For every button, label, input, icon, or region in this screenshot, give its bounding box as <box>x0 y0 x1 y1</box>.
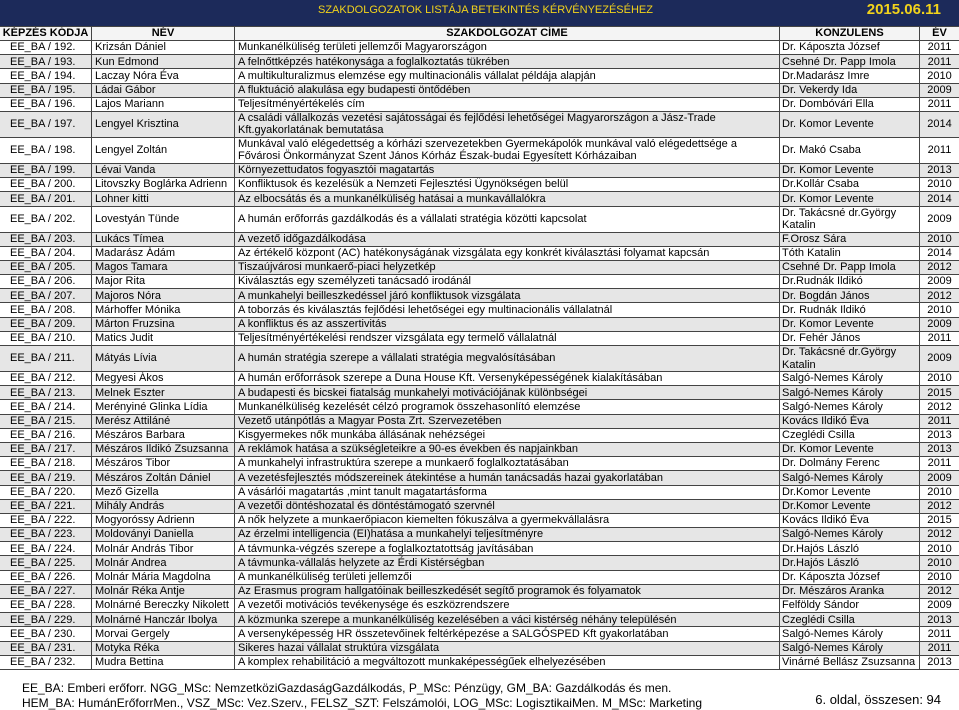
title-cell: A komplex rehabilitáció a megváltozott munkaképességűek elhelyezésében <box>235 656 780 669</box>
name-cell: Motyka Réka <box>92 642 235 655</box>
code-cell: EE_BA / 227. <box>0 585 92 598</box>
table-row <box>0 542 959 556</box>
code-cell: EE_BA / 192. <box>0 41 92 54</box>
code-cell: EE_BA / 223. <box>0 528 92 541</box>
year-cell: 2012 <box>927 528 952 541</box>
consultant-cell: Dr. Komor Levente <box>780 318 920 331</box>
consultant-cell: Salgó-Nemes Károly <box>780 372 920 385</box>
consultant-cell: Dr. Komor Levente <box>780 164 920 177</box>
code-cell: EE_BA / 220. <box>0 486 92 499</box>
table-row <box>0 429 959 443</box>
year-cell: 2011 <box>927 332 952 345</box>
code-cell: EE_BA / 224. <box>0 542 92 555</box>
title-cell: A családi vállalkozás vezetési sajátosságai és fejlődési lehetőségei Magyarországon a Jász-Trade Kft.gyakorlatának bemutatása <box>235 112 780 137</box>
table-row <box>0 261 959 275</box>
table-row <box>0 514 959 528</box>
table-row <box>0 178 959 192</box>
code-cell: EE_BA / 194. <box>0 69 92 82</box>
consultant-cell: Dr. Dolmány Ferenc <box>780 457 920 470</box>
year-cell: 2013 <box>927 443 952 456</box>
table-row <box>0 41 959 55</box>
year-cell: 2009 <box>927 275 952 288</box>
table-row <box>0 443 959 457</box>
consultant-cell: Dr. Bogdán János <box>780 289 920 302</box>
consultant-cell: Kovács Ildikó Éva <box>780 514 920 527</box>
consultant-cell: Salgó-Nemes Károly <box>780 642 920 655</box>
code-cell: EE_BA / 198. <box>0 138 92 163</box>
title-cell: A munkanélküliség területi jellemzői <box>235 571 780 584</box>
table-row <box>0 346 959 372</box>
consultant-cell: Dr. Vekerdy Ida <box>780 84 920 97</box>
code-cell: EE_BA / 210. <box>0 332 92 345</box>
column-header-name: NÉV <box>92 27 235 40</box>
year-cell: 2009 <box>927 599 952 612</box>
year-cell: 2010 <box>927 178 952 191</box>
code-cell: EE_BA / 211. <box>0 346 92 371</box>
code-cell: EE_BA / 221. <box>0 500 92 513</box>
title-cell: Teljesítményértékelés cím <box>235 98 780 111</box>
table-row <box>0 457 959 471</box>
document-title-bar <box>0 0 959 26</box>
title-cell: Kisgyermekes nők munkába állásának nehézségei <box>235 429 780 442</box>
consultant-cell: Tóth Katalin <box>780 247 920 260</box>
title-cell: Vezető utánpótlás a Magyar Posta Zrt. Szervezetében <box>235 415 780 428</box>
title-cell: A nők helyzete a munkaerőpiacon kiemelten fókuszálva a gyermekvállalásra <box>235 514 780 527</box>
name-cell: Majoros Nóra <box>92 289 235 302</box>
consultant-cell: Dr.Kollár Csaba <box>780 178 920 191</box>
column-header-code: KÉPZÉS KÓDJA <box>0 27 92 40</box>
table-row <box>0 372 959 386</box>
year-cell: 2010 <box>927 570 952 583</box>
year-cell: 2009 <box>927 471 952 484</box>
table-row <box>0 571 959 585</box>
name-cell: Mészáros Zoltán Dániel <box>92 471 235 484</box>
name-cell: Mihály András <box>92 500 235 513</box>
table-row <box>0 275 959 289</box>
consultant-cell: Dr. Dombóvári Ella <box>780 98 920 111</box>
table-row <box>0 585 959 599</box>
year-cell: 2010 <box>927 232 952 245</box>
title-cell: A fluktuáció alakulása egy budapesti öntődében <box>235 84 780 97</box>
consultant-cell: Czeglédi Csilla <box>780 613 920 626</box>
year-cell: 2011 <box>927 627 952 640</box>
year-cell: 2011 <box>927 641 952 654</box>
year-cell: 2011 <box>927 41 952 54</box>
title-cell: A közmunka szerepe a munkanélküliség kezelésében a váci kistérség néhány településén <box>235 613 780 626</box>
document-date: 2015.06.11 <box>866 1 941 18</box>
year-cell: 2009 <box>927 352 952 365</box>
title-cell: A humán stratégia szerepe a vállalati stratégia megvalósításában <box>235 346 780 371</box>
table-row <box>0 192 959 206</box>
table-row <box>0 613 959 627</box>
table-row <box>0 599 959 613</box>
title-cell: Munkával való elégedettség a kórházi szervezetekben Gyermekápolók munkával való elégedettsége a Fővárosi Önkormányzat Szent János Kórház Észak-budai Egyesített Kórházaiban <box>235 138 780 163</box>
consultant-cell: Dr. Rudnák Ildikó <box>780 303 920 316</box>
name-cell: Krizsán Dániel <box>92 41 235 54</box>
code-cell: EE_BA / 232. <box>0 656 92 669</box>
table-row <box>0 415 959 429</box>
table-header-row <box>0 27 959 41</box>
table-row <box>0 471 959 485</box>
code-cell: EE_BA / 222. <box>0 514 92 527</box>
name-cell: Mudra Bettina <box>92 656 235 669</box>
code-cell: EE_BA / 204. <box>0 247 92 260</box>
title-cell: Környezettudatos fogyasztói magatartás <box>235 164 780 177</box>
title-cell: A humán erőforrás gazdálkodás és a vállalati stratégia közötti kapcsolat <box>235 207 780 232</box>
title-cell: A felnőttképzés hatékonysága a foglalkoztatás tükrében <box>235 55 780 68</box>
table-row <box>0 84 959 98</box>
title-cell: Kiválasztás egy személyzeti tanácsadó irodánál <box>235 275 780 288</box>
year-cell: 2012 <box>927 400 952 413</box>
year-cell: 2010 <box>927 372 952 385</box>
name-cell: Mészáros Barbara <box>92 429 235 442</box>
code-cell: EE_BA / 218. <box>0 457 92 470</box>
code-cell: EE_BA / 199. <box>0 164 92 177</box>
title-cell: A vezető időgazdálkodása <box>235 233 780 246</box>
code-cell: EE_BA / 219. <box>0 471 92 484</box>
thesis-table <box>0 26 959 670</box>
consultant-cell: Salgó-Nemes Károly <box>780 386 920 399</box>
title-cell: A vásárlói magatartás ,mint tanult magatartásforma <box>235 486 780 499</box>
table-row <box>0 138 959 164</box>
code-cell: EE_BA / 207. <box>0 289 92 302</box>
year-cell: 2010 <box>927 485 952 498</box>
table-row <box>0 164 959 178</box>
code-cell: EE_BA / 228. <box>0 599 92 612</box>
consultant-cell: Dr.Hajós László <box>780 542 920 555</box>
title-cell: A munkahelyi infrastruktúra szerepe a munkaerő foglalkoztatásában <box>235 457 780 470</box>
consultant-cell: Dr. Káposzta József <box>780 571 920 584</box>
name-cell: Lengyel Krisztina <box>92 112 235 137</box>
column-header-year: ÉV <box>932 27 947 40</box>
name-cell: Magos Tamara <box>92 261 235 274</box>
consultant-cell: Vinárné Bellász Zsuzsanna <box>780 656 920 669</box>
table-row <box>0 207 959 233</box>
title-cell: A multikulturalizmus elemzése egy multinacionális vállalat példája alapján <box>235 69 780 82</box>
year-cell: 2012 <box>927 261 952 274</box>
title-cell: Konfliktusok és kezelésük a Nemzeti Fejlesztési Ügynökségen belül <box>235 178 780 191</box>
code-cell: EE_BA / 195. <box>0 84 92 97</box>
year-cell: 2009 <box>927 317 952 330</box>
name-cell: Márton Fruzsina <box>92 318 235 331</box>
table-row <box>0 69 959 83</box>
name-cell: Matics Judit <box>92 332 235 345</box>
year-cell: 2012 <box>927 500 952 513</box>
code-cell: EE_BA / 205. <box>0 261 92 274</box>
title-cell: Az Erasmus program hallgatóinak beilleszkedését segítő programok és folyamatok <box>235 585 780 598</box>
name-cell: Mészáros Tibor <box>92 457 235 470</box>
name-cell: Mátyás Lívia <box>92 346 235 371</box>
year-cell: 2010 <box>927 542 952 555</box>
table-row <box>0 386 959 400</box>
year-cell: 2011 <box>927 55 952 68</box>
consultant-cell: Kovács Ildikó Éva <box>780 415 920 428</box>
code-cell: EE_BA / 197. <box>0 112 92 137</box>
title-cell: Teljesítményértékelési rendszer vizsgálata egy termelő vállalatnál <box>235 332 780 345</box>
year-cell: 2012 <box>927 585 952 598</box>
name-cell: Merényiné Glinka Lídia <box>92 400 235 413</box>
consultant-cell: Dr.Komor Levente <box>780 500 920 513</box>
year-cell: 2011 <box>927 414 952 427</box>
consultant-cell: Dr. Makó Csaba <box>780 138 920 163</box>
table-row <box>0 303 959 317</box>
title-cell: A budapesti és bicskei fiatalság munkahelyi motivációjának különbségei <box>235 386 780 399</box>
code-cell: EE_BA / 201. <box>0 192 92 205</box>
code-cell: EE_BA / 200. <box>0 178 92 191</box>
year-cell: 2013 <box>927 613 952 626</box>
name-cell: Morvai Gergely <box>92 627 235 640</box>
year-cell: 2015 <box>927 386 952 399</box>
name-cell: Lukács Tímea <box>92 233 235 246</box>
table-row <box>0 55 959 69</box>
table-row <box>0 318 959 332</box>
consultant-cell: Salgó-Nemes Károly <box>780 627 920 640</box>
year-cell: 2012 <box>927 289 952 302</box>
table-row <box>0 656 959 670</box>
title-cell: A humán erőforrások szerepe a Duna House Kft. Versenyképességének kialakításában <box>235 372 780 385</box>
consultant-cell: Dr. Takácsné dr.György Katalin <box>780 346 920 371</box>
year-cell: 2014 <box>927 118 952 131</box>
name-cell: Molnárné Bereczky Nikolett <box>92 599 235 612</box>
title-cell: A toborzás és kiválasztás fejlődési lehetőségei egy multinacionális vállalatnál <box>235 303 780 316</box>
code-cell: EE_BA / 231. <box>0 642 92 655</box>
title-cell: Munkanélküliség területi jellemzői Magyarországon <box>235 41 780 54</box>
table-row <box>0 233 959 247</box>
consultant-cell: Felföldy Sándor <box>780 599 920 612</box>
table-row <box>0 627 959 641</box>
consultant-cell: Dr. Fehér János <box>780 332 920 345</box>
consultant-cell: Salgó-Nemes Károly <box>780 528 920 541</box>
table-row <box>0 247 959 261</box>
title-cell: Az érzelmi intelligencia (EI)hatása a munkahelyi teljesítményre <box>235 528 780 541</box>
footer-legend-line-1: EE_BA: Emberi erőforr. NGG_MSc: NemzetköziGazdaságGazdálkodás, P_MSc: Pénzügy, GM_BA: Gazdálkodás és men. <box>22 681 672 695</box>
column-header-title: SZAKDOLGOZAT CÍME <box>235 27 780 40</box>
name-cell: Mogyoróssy Adrienn <box>92 514 235 527</box>
title-cell: A reklámok hatása a szükségleteikre a 90-es években és napjainkban <box>235 443 780 456</box>
table-row <box>0 289 959 303</box>
consultant-cell: Salgó-Nemes Károly <box>780 400 920 413</box>
year-cell: 2010 <box>927 303 952 316</box>
table-row <box>0 556 959 570</box>
year-cell: 2014 <box>927 192 952 205</box>
consultant-cell: Dr. Komor Levente <box>780 112 920 137</box>
code-cell: EE_BA / 196. <box>0 98 92 111</box>
code-cell: EE_BA / 216. <box>0 429 92 442</box>
consultant-cell: Csehné Dr. Papp Imola <box>780 55 920 68</box>
consultant-cell: Dr. Komor Levente <box>780 192 920 205</box>
name-cell: Mészáros Ildikó Zsuzsanna <box>92 443 235 456</box>
footer-legend-line-2: HEM_BA: HumánErőforrMen., VSZ_MSc: Vez.Szerv., FELSZ_SZT: Felszámolói, LOG_MSc: LogisztikaiMen. M_MSc: Marketing <box>22 696 702 710</box>
table-row <box>0 528 959 542</box>
table-row <box>0 400 959 414</box>
table-row <box>0 642 959 656</box>
year-cell: 2011 <box>927 98 952 111</box>
year-cell: 2013 <box>927 429 952 442</box>
year-cell: 2014 <box>927 247 952 260</box>
consultant-cell: Dr.Madarász Imre <box>780 69 920 82</box>
year-cell: 2011 <box>927 457 952 470</box>
code-cell: EE_BA / 213. <box>0 386 92 399</box>
column-header-consultant: KONZULENS <box>780 27 920 40</box>
consultant-cell: Dr. Takácsné dr.György Katalin <box>780 207 920 232</box>
name-cell: Lengyel Zoltán <box>92 138 235 163</box>
name-cell: Megyesi Ákos <box>92 372 235 385</box>
table-row <box>0 332 959 346</box>
code-cell: EE_BA / 226. <box>0 571 92 584</box>
year-cell: 2015 <box>927 514 952 527</box>
name-cell: Mező Gizella <box>92 486 235 499</box>
name-cell: Lajos Mariann <box>92 98 235 111</box>
year-cell: 2011 <box>927 144 952 157</box>
name-cell: Márhoffer Mónika <box>92 303 235 316</box>
consultant-cell: F.Orosz Sára <box>780 233 920 246</box>
year-cell: 2009 <box>927 83 952 96</box>
name-cell: Lovestyán Tünde <box>92 207 235 232</box>
title-cell: Az értékelő központ (AC) hatékonyságának vizsgálata egy konkrét kiválasztási folyamat kapcsán <box>235 247 780 260</box>
code-cell: EE_BA / 208. <box>0 303 92 316</box>
name-cell: Moldoványi Daniella <box>92 528 235 541</box>
consultant-cell: Dr. Mészáros Aranka <box>780 585 920 598</box>
title-cell: A vezetői motivációs tevékenysége és eszközrendszere <box>235 599 780 612</box>
consultant-cell: Dr.Komor Levente <box>780 486 920 499</box>
name-cell: Lohner kitti <box>92 192 235 205</box>
name-cell: Kun Edmond <box>92 55 235 68</box>
year-cell: 2009 <box>927 212 952 225</box>
name-cell: Laczay Nóra Éva <box>92 69 235 82</box>
consultant-cell: Csehné Dr. Papp Imola <box>780 261 920 274</box>
document-title: SZAKDOLGOZATOK LISTÁJA BETEKINTÉS KÉRVÉNYEZÉSÉHEZ <box>318 4 653 16</box>
year-cell: 2010 <box>927 556 952 569</box>
name-cell: Molnár Réka Antje <box>92 585 235 598</box>
page-number: 6. oldal, összesen: 94 <box>815 692 941 707</box>
name-cell: Molnár Andrea <box>92 556 235 569</box>
consultant-cell: Salgó-Nemes Károly <box>780 471 920 484</box>
name-cell: Litovszky Boglárka Adrienn <box>92 178 235 191</box>
code-cell: EE_BA / 203. <box>0 233 92 246</box>
name-cell: Major Rita <box>92 275 235 288</box>
title-cell: A távmunka-vállalás helyzete az Érdi Kistérségban <box>235 556 780 569</box>
consultant-cell: Czeglédi Csilla <box>780 429 920 442</box>
title-cell: A konfliktus és az asszertivitás <box>235 318 780 331</box>
name-cell: Lévai Vanda <box>92 164 235 177</box>
name-cell: Ládai Gábor <box>92 84 235 97</box>
code-cell: EE_BA / 217. <box>0 443 92 456</box>
table-row <box>0 98 959 112</box>
title-cell: A versenyképesség HR összetevőinek feltérképezése a SALGÓSPED Kft gyakorlatában <box>235 627 780 640</box>
code-cell: EE_BA / 215. <box>0 415 92 428</box>
title-cell: Sikeres hazai vállalat struktúra vizsgálata <box>235 642 780 655</box>
year-cell: 2013 <box>927 164 952 177</box>
name-cell: Merész Attiláné <box>92 415 235 428</box>
code-cell: EE_BA / 206. <box>0 275 92 288</box>
title-cell: Az elbocsátás és a munkanélküliség hatásai a munkavállalókra <box>235 192 780 205</box>
code-cell: EE_BA / 209. <box>0 318 92 331</box>
code-cell: EE_BA / 229. <box>0 613 92 626</box>
table-row <box>0 112 959 138</box>
consultant-cell: Dr. Káposzta József <box>780 41 920 54</box>
consultant-cell: Dr. Komor Levente <box>780 443 920 456</box>
table-row <box>0 500 959 514</box>
title-cell: A munkahelyi beilleszkedéssel járó konfliktusok vizsgálata <box>235 289 780 302</box>
title-cell: Tiszaújvárosi munkaerő-piaci helyzetkép <box>235 261 780 274</box>
title-cell: A vezetői döntéshozatal és döntéstámogató szervnél <box>235 500 780 513</box>
title-cell: Munkanélküliség kezelését célzó programok összehasonlító elemzése <box>235 400 780 413</box>
name-cell: Molnár Mária Magdolna <box>92 571 235 584</box>
code-cell: EE_BA / 212. <box>0 372 92 385</box>
code-cell: EE_BA / 193. <box>0 55 92 68</box>
consultant-cell: Dr.Hajós László <box>780 556 920 569</box>
name-cell: Melnek Eszter <box>92 386 235 399</box>
year-cell: 2010 <box>927 69 952 82</box>
title-cell: A távmunka-végzés szerepe a foglalkoztatottság javításában <box>235 542 780 555</box>
name-cell: Molnárné Hanczár Ibolya <box>92 613 235 626</box>
code-cell: EE_BA / 214. <box>0 400 92 413</box>
year-cell: 2013 <box>927 656 952 669</box>
name-cell: Molnár András Tibor <box>92 542 235 555</box>
code-cell: EE_BA / 225. <box>0 556 92 569</box>
consultant-cell: Dr.Rudnák Ildikó <box>780 275 920 288</box>
title-cell: A vezetésfejlesztés módszereinek átekintése a humán tanácsadás hazai gyakorlatában <box>235 471 780 484</box>
table-row <box>0 486 959 500</box>
code-cell: EE_BA / 202. <box>0 207 92 232</box>
code-cell: EE_BA / 230. <box>0 627 92 640</box>
name-cell: Madarász Ádám <box>92 247 235 260</box>
